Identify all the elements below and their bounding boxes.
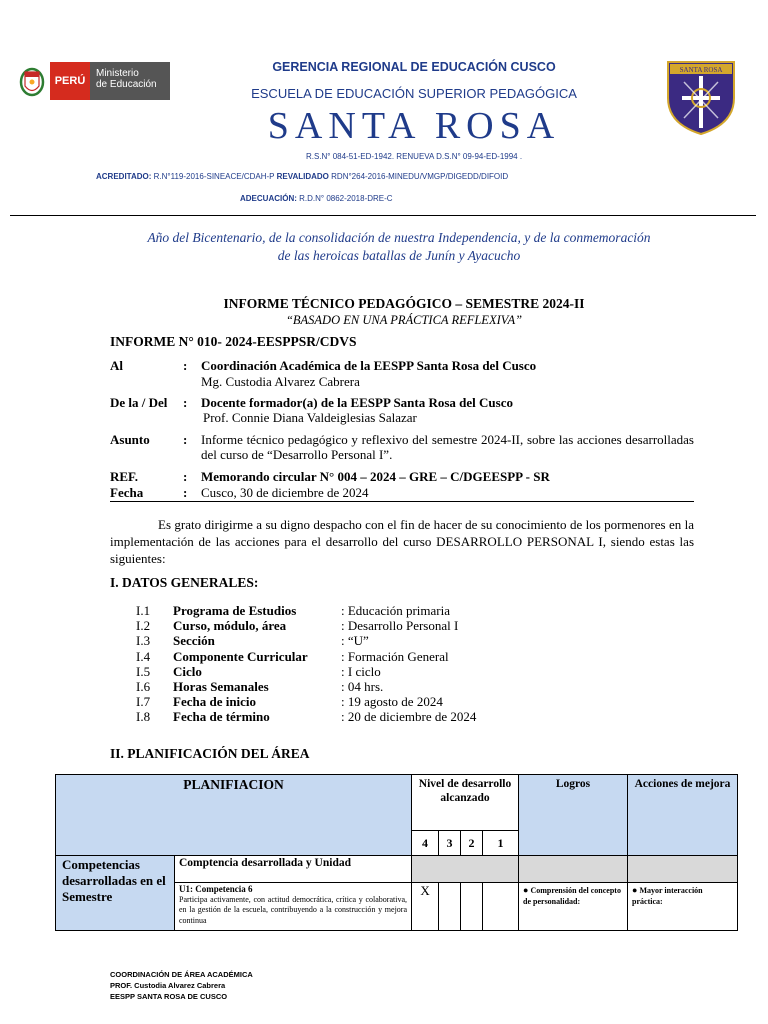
intro-paragraph: Es grato dirigirme a su digno despacho con el fin de hacer de su conocimiento de los pormenores en la implementación de las acciones para el desarrollo del curso DESARROLLO PERSONAL I, siendo estas las siguientes: [110,517,694,566]
year-motto [0,229,768,265]
acciones-gray-cell [628,856,738,883]
datos-generales-row [0,709,768,724]
peru-label: PERÚ [50,62,90,100]
unidad-1-text: Participa activamente, con actitud democrática, crítica y colaborativa, en la gestión de la escuela, contribuyendo a la construcción y mejora continua [179,894,408,925]
dg-number: I.7 [136,694,151,710]
footer-line3: EESPP SANTA ROSA DE CUSCO [110,992,228,1001]
santa-rosa-title: SANTA ROSA [267,105,561,147]
section-planificacion-title: II. PLANIFICACIÓN DEL ÁREA [110,746,310,761]
report-title: INFORME TÉCNICO PEDAGÓGICO – SEMESTRE 2024-II [223,296,585,311]
datos-generales-row [0,633,768,648]
dg-number: I.1 [136,603,151,618]
gerencia-title: GERENCIA REGIONAL DE EDUCACIÓN CUSCO [272,60,556,74]
competencia-header: Comptencia desarrollada y Unidad [175,856,412,883]
dg-number: I.3 [136,633,151,649]
header-acciones: Acciones de mejora [628,775,738,856]
header-planificacion: PLANIFIACION [56,775,412,856]
asunto-text: Informe técnico pedagógico y reflexivo del semestre 2024-II, sobre las acciones desarrolladas del curso de “Desarrollo Personal I”. [201,432,694,462]
revalidado-value: RDN°264-2016-MINEDU/VMGP/DIGEDD/DIFOID [331,172,509,181]
datos-generales-row [0,679,768,694]
dg-label: Fecha de inicio [173,694,257,710]
dg-value: : “U” [341,633,369,649]
acreditado-label: ACREDITADO: [96,172,152,181]
asunto-label: Asunto [110,432,150,447]
ref-colon: : [183,469,188,484]
dg-number: I.4 [136,648,151,664]
dg-label: Fecha de término [173,709,270,725]
level-2-cell [461,883,483,931]
accion-cell [628,883,738,931]
dg-value: : 19 agosto de 2024 [341,694,443,710]
report-header-divider [110,501,694,502]
ministry-line1: Ministerio [96,68,139,79]
level-3-cell [439,883,461,931]
ref-label: REF. [110,469,139,484]
acreditado-value: R.N°119-2016-SINEACE/CDAH-P [153,172,275,181]
dg-value: : Desarrollo Personal I [341,618,459,634]
rsn-line: R.S.N° 084-51-ED-1942. RENUEVA D.S.N° 09-94-ED-1994 . [305,152,523,161]
level-1: 1 [483,831,519,856]
report-number: INFORME N° 010- 2024-EESPPSR/CDVS [110,334,357,349]
crest-text: SANTA ROSA [679,66,723,74]
level-1-cell [483,883,519,931]
adecuacion-line [240,194,393,203]
accion-text: Mayor interacción práctica: [632,886,703,906]
dg-label: Horas Semanales [173,679,269,694]
dg-label: Curso, módulo, área [173,618,287,634]
fecha-colon: : [183,485,188,500]
bullet-icon: ● [632,885,638,895]
motto-line2: de las heroicas batallas de Junín y Ayacucho [277,248,521,263]
dg-label: Sección [173,633,215,649]
dg-number: I.5 [136,663,151,679]
footer [110,969,253,1002]
dg-value: : Formación General [341,648,449,664]
asunto-colon: : [183,432,188,447]
logro-cell [519,883,628,931]
al-line1: Coordinación Académica de la EESPP Santa Rosa del Cusco [201,358,537,373]
dg-value: : 04 hrs. [341,679,384,694]
datos-generales-row [0,694,768,709]
level-3: 3 [439,831,461,856]
logros-gray-cell [519,856,628,883]
level-4: 4 [412,831,439,856]
santa-rosa-crest-logo [664,58,738,136]
level-mark: X [412,883,439,931]
nivel-gray-cell [412,856,519,883]
footer-line1: COORDINACIÓN DE ÁREA ACADÉMICA [110,970,253,979]
bullet-icon: ● [523,885,529,895]
ministry-line2: de Educación [96,79,157,90]
header-nivel: Nivel de desarrollo alcanzado [412,775,519,831]
footer-line2: PROF. Custodia Alvarez Cabrera [110,981,226,990]
dg-label: Componente Curricular [173,648,308,664]
fecha-value: Cusco, 30 de diciembre de 2024 [201,485,369,500]
fecha-label: Fecha [110,485,144,500]
table-spacer [738,775,743,931]
revalidado-label: REVALIDADO [276,172,329,181]
de-colon: : [183,395,188,410]
competencias-label: Competencias desarrolladas en el Semestre [56,856,175,931]
al-colon: : [183,358,188,373]
header-logros: Logros [519,775,628,856]
motto-line1: Año del Bicentenario, de la consolidación de nuestra Independencia, y de la conmemoración [147,230,651,245]
logro-text: Comprensión del concepto de personalidad: [523,886,621,906]
dg-value: : I ciclo [341,663,381,679]
report-subtitle: “BASADO EN UNA PRÁCTICA REFLEXIVA” [285,313,523,327]
adecuacion-value: R.D.N° 0862-2018-DRE-C [299,194,393,203]
unidad-1-title: U1: Competencia 6 [179,884,253,894]
datos-generales-row [0,603,768,618]
de-line1: Docente formador(a) de la EESPP Santa Rosa del Cusco [201,395,513,410]
dg-number: I.6 [136,679,151,694]
dg-number: I.8 [136,709,151,725]
planificacion-table [55,774,743,931]
header-divider [10,215,756,216]
level-2: 2 [461,831,483,856]
adecuacion-label: ADECUACIÓN: [240,194,297,203]
escuela-title: ESCUELA DE EDUCACIÓN SUPERIOR PEDAGÓGICA [251,86,577,101]
acreditado-line [96,172,508,181]
dg-label: Programa de Estudios [173,603,297,618]
ref-value: Memorando circular N° 004 – 2024 – GRE – C/DGEESPP - SR [201,469,550,484]
al-label: Al [110,358,123,373]
datos-generales-row [0,664,768,679]
de-label: De la / Del [110,395,168,410]
de-line2: Prof. Connie Diana Valdeiglesias Salazar [203,410,417,425]
unidad-1-cell [175,883,412,931]
dg-value: : Educación primaria [341,603,451,618]
al-line2: Mg. Custodia Alvarez Cabrera [201,374,360,389]
dg-label: Ciclo [173,663,202,679]
datos-generales-row [0,618,768,633]
dg-number: I.2 [136,618,151,634]
datos-generales-row [0,649,768,664]
dg-value: : 20 de diciembre de 2024 [341,709,477,725]
section-datos-generales-title: I. DATOS GENERALES: [110,575,259,590]
